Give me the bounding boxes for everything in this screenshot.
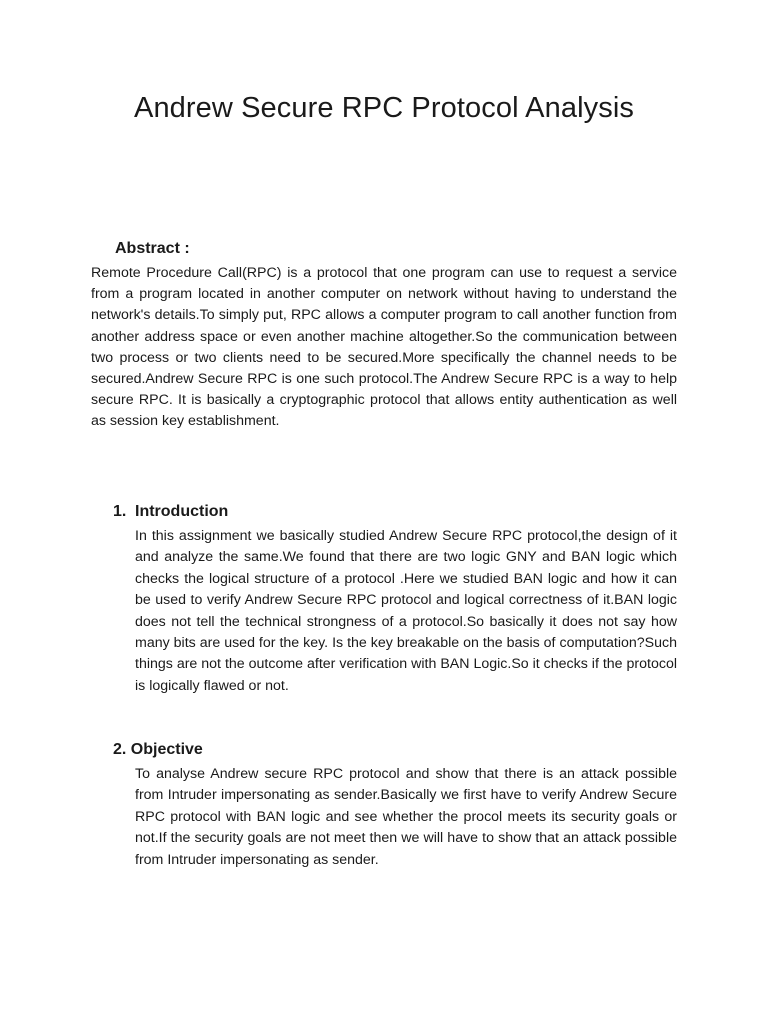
introduction-heading xyxy=(113,503,228,521)
objective-body: To analyse Andrew secure RPC protocol and show that there is an attack possible from Intruder impersonating as sender.Basically we first have to verify Andrew Secure RPC protocol with BAN logic and see whether the procol meets its security goals or not.If the security goals are not meet then we will have to show that an attack possible from Intruder impersonating as sender. xyxy=(135,766,677,868)
introduction-body: In this assignment we basically studied Andrew Secure RPC protocol,the design of it and analyze the same.We found that there are two logic GNY and BAN logic which checks the logical structure of a protocol .Here we studied BAN logic and how it can be used to verify Andrew Secure RPC protocol and logical correctness of it.BAN logic does not tell the technical strongness of a protocol.So basically it does not say how many bits are used for the key. Is the key breakable on the basis of computation?Such things are not the outcome after verification with BAN Logic.So it checks if the protocol is logically flawed or not. xyxy=(135,528,677,694)
introduction-heading-text: Introduction xyxy=(135,503,229,520)
objective-number: 2. xyxy=(113,741,127,758)
objective-heading xyxy=(113,741,203,759)
abstract-body: Remote Procedure Call(RPC) is a protocol that one program can use to request a service from a program located in another computer on network without having to understand the network's details.To simply put, RPC allows a computer program to call another function from another address space or even another machine altogether.So the communication between two process or two clients need to be secured.More specifically the channel needs to be secured.Andrew Secure RPC is one such protocol.The Andrew Secure RPC is a way to help secure RPC. It is basically a cryptographic protocol that allows entity authentication as well as session key establishment. xyxy=(91,265,677,430)
objective-heading-text: Objective xyxy=(130,741,203,758)
abstract-heading: Abstract : xyxy=(115,240,190,257)
page-title: Andrew Secure RPC Protocol Analysis xyxy=(134,92,634,124)
introduction-number: 1. xyxy=(113,503,127,520)
